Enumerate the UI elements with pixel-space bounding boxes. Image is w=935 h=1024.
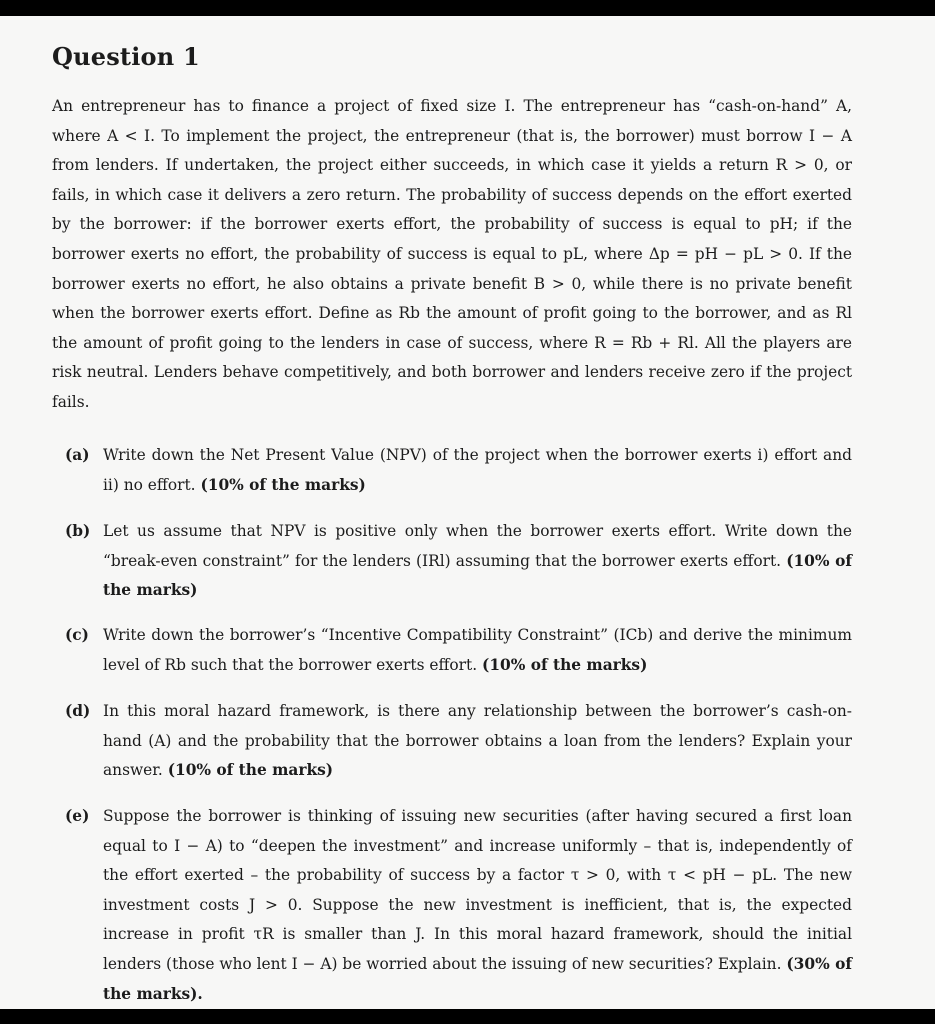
question-part-a <box>65 441 852 500</box>
question-part-c <box>65 621 852 680</box>
part-d-marks: (10% of the marks) <box>167 761 334 780</box>
part-e-marks: (30% of the marks). <box>103 954 852 1003</box>
question-part-d <box>65 697 852 786</box>
part-e-body: Suppose the borrower is thinking of issuing new securities (after having secured a first loan equal to I − A) to “deepen the investment” and increase uniformly – that is, independently of the effort exerted – the probability of success by a factor τ > 0, with τ < pH − pL. The new investment costs J > 0. Suppose the new investment is inefficient, that is, the expected increase in profit τR is smaller than J. In this moral hazard framework, should the initial lenders (those who lent I − A) be worried about the issuing of new securities? Explain. <box>103 807 852 973</box>
part-a-marks: (10% of the marks) <box>200 475 366 494</box>
part-a-text <box>103 441 852 500</box>
part-c-label: (c) <box>65 626 89 644</box>
part-c-body: Write down the borrower’s “Incentive Compatibility Constraint” (ICb) and derive the minimum level of Rb such that the borrower exerts effort. <box>103 626 852 674</box>
part-a-label: (a) <box>65 446 90 464</box>
part-b-body: Let us assume that NPV is positive only when the borrower exerts effort. Write down the “break-even constraint” for the lenders (IRl) assuming that the borrower exerts effort. <box>103 522 852 570</box>
question-part-b <box>65 517 852 606</box>
part-d-label: (d) <box>65 702 91 720</box>
part-b-label: (b) <box>65 522 91 540</box>
intro-paragraph: An entrepreneur has to finance a project of fixed size I. The entrepreneur has “cash-on-hand” A, where A < I. To implement the project, the entrepreneur (that is, the borrower) must borrow I − A from lenders. If undertaken, the project either succeeds, in which case it yields a return R > 0, or fails, in which case it delivers a zero return. The probability of success depends on the effort exerted by the borrower: if the borrower exerts effort, the probability of success is equal to pH; if the borrower exerts no effort, the probability of success is equal to pL, where Δp = pH − pL > 0. If the borrower exerts no effort, he also obtains a private benefit B > 0, while there is no private benefit when the borrower exerts effort. Define as Rb the amount of profit going to the borrower, and as Rl the amount of profit going to the lenders in case of success, where R = Rb + Rl. All the players are risk neutral. Lenders behave competitively, and both borrower and lenders receive zero if the project fails. <box>52 97 852 411</box>
question-title: Question 1 <box>52 42 200 71</box>
part-c-marks: (10% of the marks) <box>482 655 648 674</box>
part-b-marks: (10% of the marks) <box>103 551 852 600</box>
part-e-label: (e) <box>65 807 90 825</box>
part-a-body: Write down the Net Present Value (NPV) of the project when the borrower exerts i) effort and ii) no effort. <box>103 446 852 494</box>
document-page <box>0 16 935 1009</box>
part-c-text <box>103 621 852 680</box>
part-b-text <box>103 517 852 606</box>
question-part-e <box>65 802 852 1009</box>
part-d-text <box>103 697 852 786</box>
part-d-body: In this moral hazard framework, is there any relationship between the borrower’s cash-on-hand (A) and the probability that the borrower obtains a loan from the lenders? Explain your answer. <box>103 702 852 780</box>
part-e-text <box>103 802 852 1009</box>
